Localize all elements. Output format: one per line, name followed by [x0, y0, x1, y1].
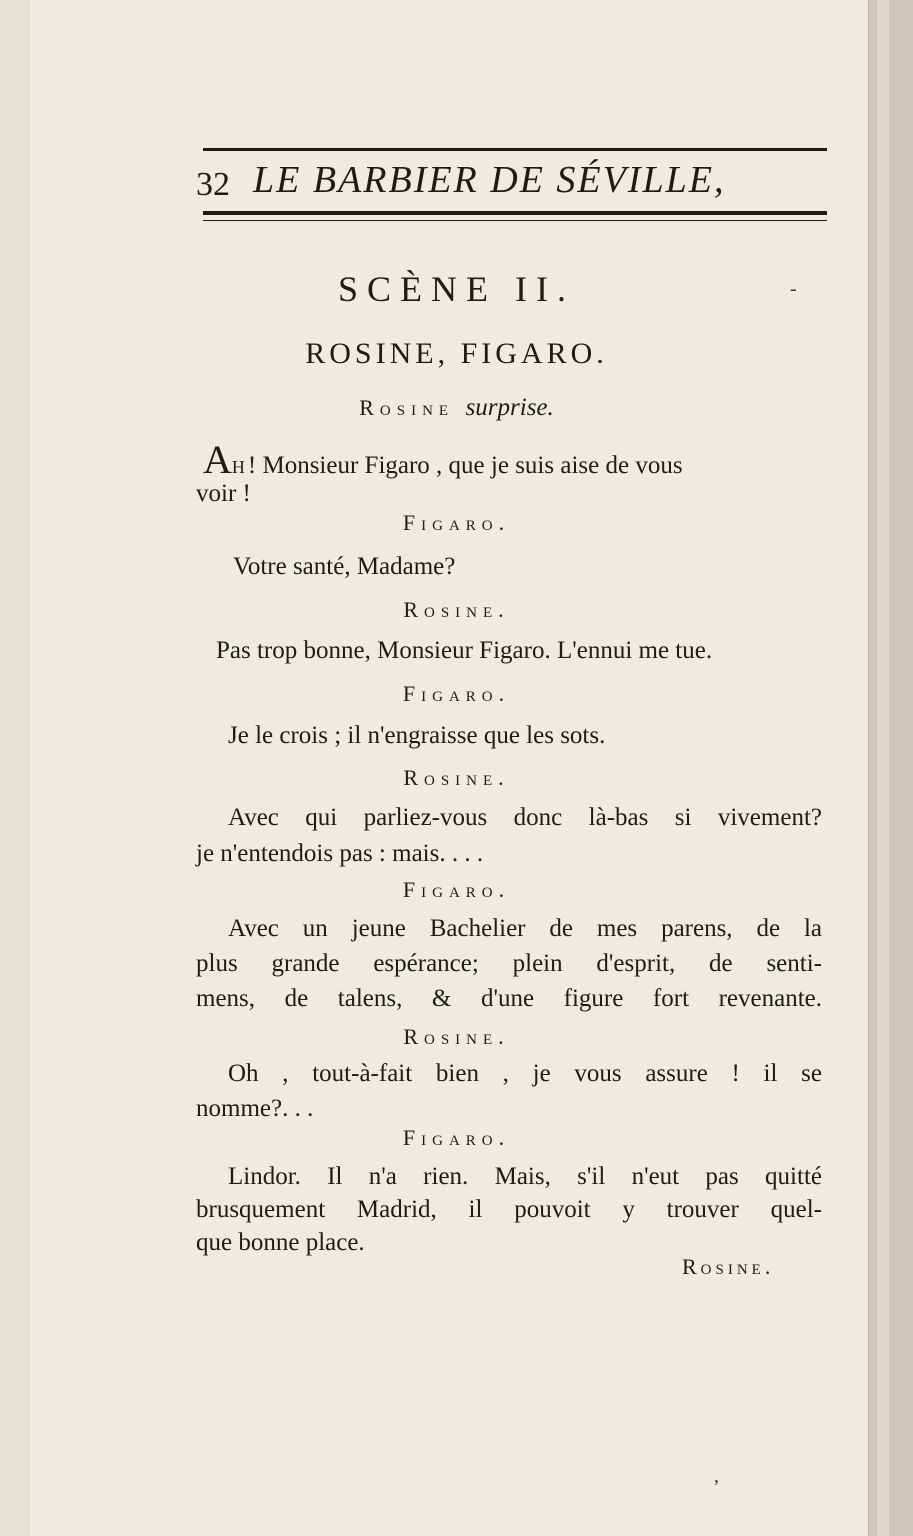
dialogue-line-6: Avec qui parliez-vous donc là-bas si vivement? — [228, 804, 822, 831]
header-rule-bottom — [203, 211, 827, 215]
page-number: 32 — [196, 166, 230, 203]
dialogue-line-13: Lindor. Il n'a rien. Mais, s'il n'eut pas quitté — [228, 1163, 822, 1190]
drop-cap: A — [203, 437, 232, 482]
drop-cap-rest: h — [231, 452, 248, 479]
header-rule-bottom-thin — [203, 220, 827, 221]
dialogue-line-15: que bonne place. — [196, 1229, 365, 1256]
speaker-heading: Figaro. — [402, 681, 511, 706]
dialogue-line-3: Votre santé, Madame? — [233, 553, 456, 580]
speaker-name: Rosine — [359, 395, 455, 420]
header-rule-top — [203, 148, 827, 151]
speaker-heading: Rosine. — [403, 765, 510, 790]
dialogue-line-1-text: ! Monsieur Figaro , que je suis aise de vous — [247, 452, 683, 479]
stage-direction: surprise. — [465, 394, 554, 421]
speaker-heading: Figaro. — [402, 1125, 511, 1150]
dialogue-line-5: Je le crois ; il n'engraisse que les sots. — [228, 722, 606, 749]
dialogue-line-7: je n'entendois pas : mais. . . . — [196, 840, 484, 867]
dialogue-line-11: Oh , tout-à-fait bien , je vous assure ! il se — [228, 1060, 822, 1087]
catchword: Rosine. — [682, 1254, 775, 1279]
ink-speck: , — [714, 1465, 719, 1487]
dialogue-line-12: nomme?. . . — [196, 1095, 314, 1122]
scene-characters: ROSINE, FIGARO. — [305, 337, 608, 370]
dialogue-line-10: mens, de talens, & d'une figure fort revenante. — [196, 985, 822, 1012]
running-title: LE BARBIER DE SÉVILLE, — [253, 159, 726, 201]
dialogue-line-4: Pas trop bonne, Monsieur Figaro. L'ennui me tue. — [216, 637, 713, 664]
speaker-heading: Figaro. — [402, 877, 511, 902]
ink-speck: - — [790, 278, 797, 300]
dialogue-line-14: brusquement Madrid, il pouvoit y trouver quel- — [196, 1196, 822, 1223]
scene-title: SCÈNE II. — [338, 269, 575, 309]
speaker-heading — [0, 394, 913, 422]
dialogue-line-1 — [203, 437, 683, 482]
dialogue-line-8: Avec un jeune Bachelier de mes parens, de la — [228, 915, 822, 942]
speaker-heading: Rosine. — [403, 1024, 510, 1049]
speaker-heading: Figaro. — [402, 510, 511, 535]
dialogue-line-2: voir ! — [196, 480, 251, 507]
dialogue-line-9: plus grande espérance; plein d'esprit, de senti- — [196, 950, 822, 977]
speaker-heading: Rosine. — [403, 597, 510, 622]
